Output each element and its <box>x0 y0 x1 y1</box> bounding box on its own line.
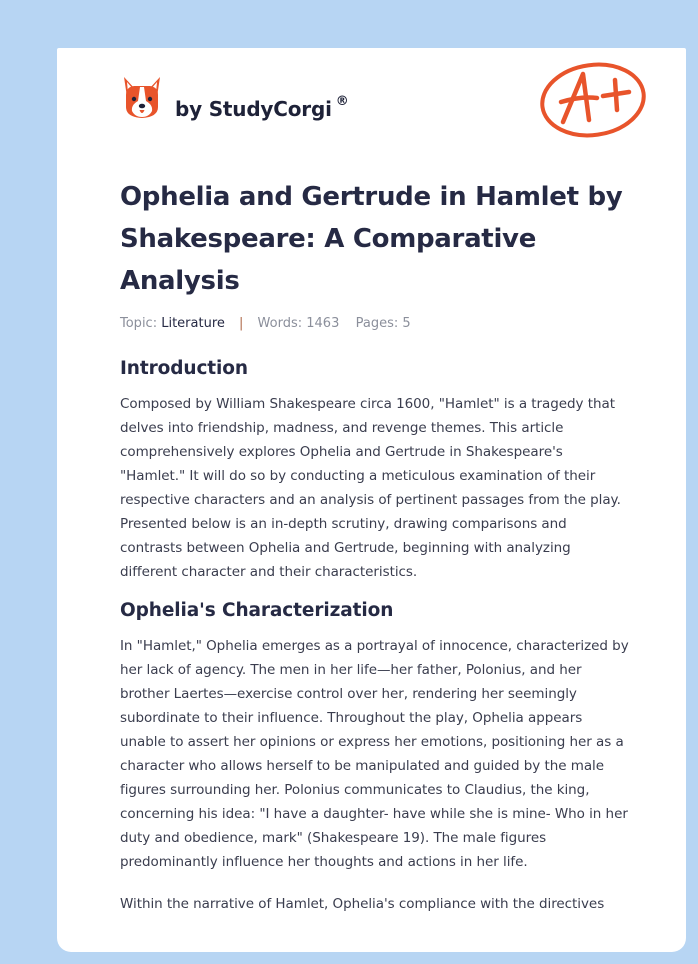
meta-separator: | <box>239 316 244 331</box>
corgi-logo-icon <box>121 75 163 121</box>
pages-label: Pages: <box>355 316 399 331</box>
section-heading-ophelia-characterization: Ophelia's Characterization <box>120 600 394 621</box>
page-header <box>57 48 686 158</box>
trademark-mark: ® <box>335 94 349 110</box>
ophelia-paragraph-2: Within the narrative of Hamlet, Ophelia's compliance with the directives <box>120 896 605 912</box>
ophelia-paragraph-1: In "Hamlet," Ophelia emerges as a portrayal of innocence, characterized by her lack of agency. The men in her life—her father, Polonius, and her brother Laertes—exercise control over her, rendering her seemingly subordinate to their influence. Throughout the play, Ophelia appears unable to assert her opinions or express her emotions, positioning her as a character who allows herself to be manipulated and guided by the male figures surrounding her. Polonius communicates to Claudius, the king, concerning his idea: "I have a daughter- have while she is mine- Who in her duty and obedience, mark" (Shakespeare 19). The male figures predominantly influence her thoughts and actions in her life. <box>120 638 629 870</box>
document-page <box>57 48 686 952</box>
topic-link[interactable]: Literature <box>161 316 225 331</box>
words-label: Words: <box>257 316 303 331</box>
document-meta <box>120 316 630 331</box>
topic-label: Topic: <box>120 316 158 331</box>
page-title: Ophelia and Gertrude in Hamlet by Shakespeare: A Comparative Analysis <box>120 182 623 296</box>
introduction-paragraph: Composed by William Shakespeare circa 1600, "Hamlet" is a tragedy that delves into friendship, madness, and revenge themes. This article comprehensively explores Ophelia and Gertrude in Shakespeare's "Hamlet." It will do so by conducting a meticulous examination of their respective characters and an analysis of pertinent passages from the play. Presented below is an in-depth scrutiny, drawing comparisons and contrasts between Ophelia and Gertrude, beginning with analyzing different character and their characteristics. <box>120 396 621 580</box>
document-content <box>120 176 630 916</box>
pages-count: 5 <box>402 316 411 331</box>
section-heading-introduction: Introduction <box>120 358 248 379</box>
a-plus-grade-icon <box>537 58 649 142</box>
words-count: 1463 <box>306 316 340 331</box>
brand-name[interactable]: by StudyCorgi ® <box>175 94 349 121</box>
